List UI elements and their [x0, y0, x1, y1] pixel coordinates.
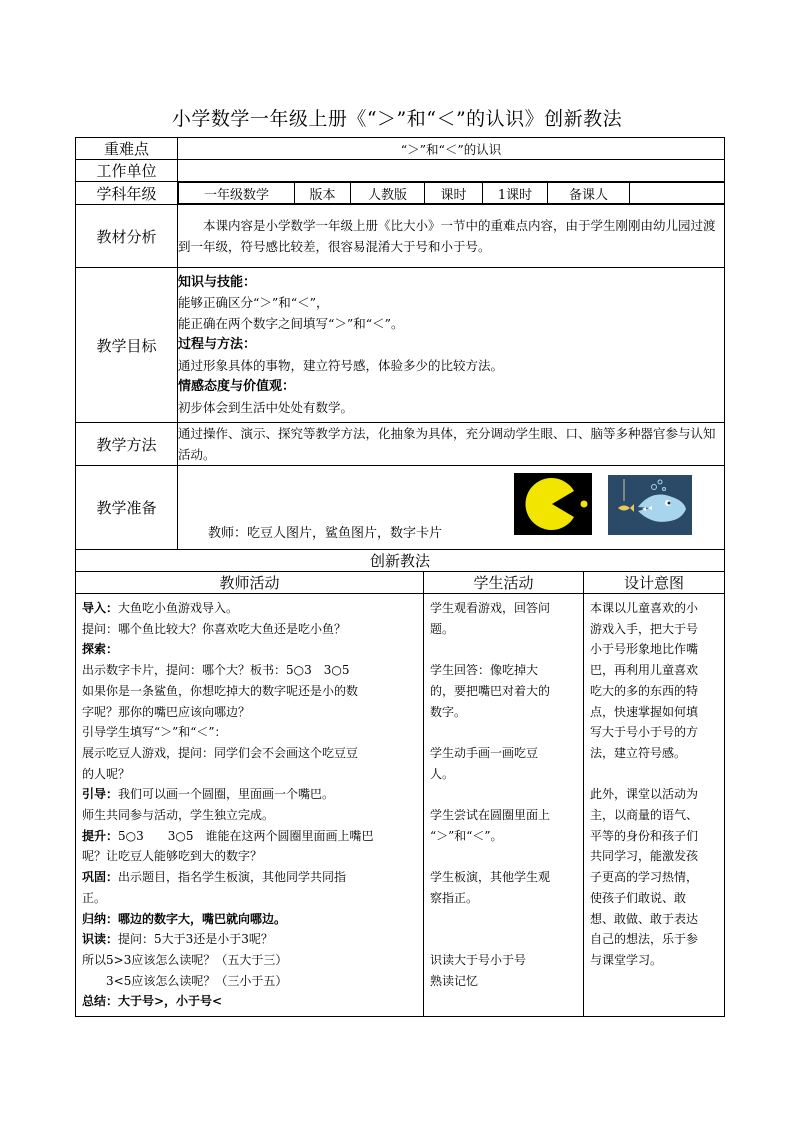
period-label-cell: 课时	[425, 183, 483, 204]
teacher-step-label: 引导：	[82, 787, 119, 802]
student-line: 的，要把嘴巴对着大的	[430, 683, 551, 698]
teacher-step-label: 总结：大于号>，小于号<	[82, 994, 223, 1009]
teacher-line: 师生共同参与活动，学生独立完成。	[82, 808, 275, 823]
goal-heading-knowledge: 知识与技能：	[178, 274, 257, 290]
unit-label: 工作单位	[76, 160, 178, 182]
innovation-label: 创新教法	[76, 550, 725, 572]
lesson-plan-table	[75, 137, 725, 1017]
intent-line: 共同学习，能激发孩	[590, 849, 699, 864]
goal-line: 能正确在两个数字之间填写“＞”和“＜”。	[178, 315, 404, 331]
subject-row	[76, 182, 725, 205]
teacher-line: 正。	[82, 890, 107, 905]
design-intent-header: 设计意图	[584, 572, 725, 594]
teacher-line: 提问：哪个鱼比较大？你喜欢吃大鱼还是吃小鱼？	[82, 621, 347, 636]
student-line: 人。	[430, 766, 455, 781]
method-label: 教学方法	[76, 423, 178, 466]
teacher-step-label: 探索：	[82, 642, 119, 657]
prep-cell	[178, 466, 725, 550]
student-line: 学生观看游戏，回答问	[430, 601, 551, 615]
difficulty-value: “＞”和“＜”的认识	[178, 138, 725, 160]
analysis-label: 教材分析	[76, 205, 178, 268]
teacher-step-label: 提升：	[82, 828, 119, 843]
teacher-line: 提问：5大于3还是小于3呢？	[118, 932, 273, 947]
teacher-line: 展示吃豆人游戏，提问：同学们会不会画这个吃豆豆	[82, 745, 359, 760]
intent-line: 主，以商量的语气、	[590, 808, 699, 823]
pacman-icon	[514, 473, 592, 535]
teacher-line: 大鱼吃小鱼游戏导入。	[118, 601, 239, 615]
teacher-line: 如果你是一条鲨鱼，你想吃掉大的数字呢还是小的数	[82, 683, 359, 698]
student-line: 熟读记忆	[430, 973, 479, 988]
student-line: “＞”和“＜”。	[430, 828, 503, 843]
preparer-value-cell	[630, 183, 725, 204]
goals-label: 教学目标	[76, 268, 178, 423]
teacher-step-label: 归纳：哪边的数字大，嘴巴就向哪边。	[82, 911, 287, 926]
page-title: 小学数学一年级上册《“＞”和“＜”的认识》创新教法	[171, 108, 623, 130]
student-line: 学生尝试在圆圈里面上	[430, 807, 551, 822]
teacher-step-label: 巩固：	[82, 870, 119, 885]
innovation-row	[76, 550, 725, 572]
goal-heading-emotion: 情感态度与价值观：	[178, 379, 296, 395]
preparer-label-cell: 备课人	[548, 183, 630, 204]
teacher-activity-header: 教师活动	[76, 572, 424, 594]
goal-heading-process: 过程与方法：	[178, 337, 257, 353]
teacher-line: 3<5应该怎么读呢？（三小于五）	[106, 973, 288, 988]
student-line: 识读大于号小于号	[430, 952, 527, 967]
difficulty-label: 重难点	[76, 138, 178, 160]
unit-row	[76, 160, 725, 182]
intent-line: 法，建立符号感。	[590, 745, 687, 760]
teacher-line: 出示题目，指名学生板演，其他同学共同指	[118, 870, 347, 885]
subject-cells	[178, 182, 725, 205]
intent-line: 点，快速掌握如何填	[590, 704, 699, 719]
goal-line: 能够正确区分“＞”和“＜”，	[178, 295, 329, 311]
grade-cell: 一年级数学	[179, 183, 295, 204]
student-line: 数字。	[430, 704, 467, 719]
design-intent-cell	[584, 594, 725, 1017]
teacher-step-label: 识读：	[82, 932, 119, 947]
intent-line: 自己的想法，乐于参	[590, 932, 699, 947]
teacher-line: 所以5>3应该怎么读呢？（五大于三）	[82, 952, 288, 967]
prep-row	[76, 466, 725, 550]
teacher-line: 出示数字卡片，提问：哪个大？板书：5○3 3○5	[82, 663, 350, 678]
teacher-step-label: 导入：	[82, 601, 119, 615]
teacher-line: 我们可以画一个圆圈，里面画一个嘴巴。	[118, 787, 335, 802]
intent-line: 吃大的多的东西的特	[590, 683, 699, 698]
student-line: 察指正。	[430, 890, 479, 905]
version-value-cell: 人教版	[351, 183, 425, 204]
intent-line: 使孩子们敢说、敢	[590, 890, 687, 905]
intent-line: 想、敢做、敢于表达	[590, 911, 699, 926]
student-line: 学生动手画一画吃豆	[430, 745, 539, 760]
teacher-line: 字呢？那你的嘴巴应该向哪边？	[82, 704, 251, 719]
intent-line: 小于号形象地比作嘴	[590, 642, 699, 657]
goal-line: 通过形象具体的事物，建立符号感，体验多少的比较方法。	[178, 357, 504, 373]
period-value-cell: 1课时	[483, 183, 548, 204]
column-header-row	[76, 572, 725, 594]
goals-row	[76, 268, 725, 423]
prep-label: 教学准备	[76, 466, 178, 550]
analysis-row	[76, 205, 725, 268]
version-label-cell: 版本	[295, 183, 351, 204]
intent-line: 子更高的学习热情，	[590, 870, 699, 885]
method-text: 通过操作、演示、探究等教学方法，化抽象为具体，充分调动学生眼、口、脑等多种器官参与认知活动。	[178, 423, 725, 466]
student-line: 学生板演，其他学生观	[430, 870, 551, 885]
intent-line: 本课以儿童喜欢的小	[590, 601, 699, 615]
shark-fish-icon	[608, 475, 692, 535]
analysis-text: 本课内容是小学数学一年级上册《比大小》一节中的重难点内容，由于学生刚刚由幼儿园过渡到一年级，符号感比较差，很容易混淆大于号和小于号。	[178, 205, 725, 268]
student-activity-header: 学生活动	[424, 572, 584, 594]
activity-row	[76, 594, 725, 1017]
teacher-line: 引导学生填写“＞”和“＜”：	[82, 725, 227, 740]
intent-line: 游戏入手，把大于号	[590, 621, 699, 636]
unit-value	[178, 160, 725, 182]
teacher-line: 呢？让吃豆人能够吃到大的数字？	[82, 849, 263, 864]
goal-line: 初步体会到生活中处处有数学。	[178, 399, 354, 415]
subject-label: 学科年级	[76, 182, 178, 205]
intent-line: 平等的身份和孩子们	[590, 828, 699, 843]
goals-content	[178, 268, 725, 423]
student-line: 题。	[430, 621, 455, 636]
student-activity-cell	[424, 594, 584, 1017]
method-row	[76, 423, 725, 466]
student-line: 学生回答：像吃掉大	[430, 663, 539, 678]
intent-line: 此外，课堂以活动为	[590, 787, 699, 802]
intent-line: 巴，再利用儿童喜欢	[590, 663, 699, 678]
intent-line: 写大于号小于号的方	[590, 725, 699, 740]
difficulty-row	[76, 138, 725, 160]
teacher-line: 5○3 3○5 谁能在这两个圆圈里面画上嘴巴	[118, 828, 374, 843]
intent-line: 与课堂学习。	[590, 952, 663, 967]
prep-text: 教师：吃豆人图片，鲨鱼图片，数字卡片	[208, 525, 443, 541]
teacher-activity-cell	[76, 594, 424, 1017]
teacher-line: 的人呢？	[82, 766, 131, 781]
